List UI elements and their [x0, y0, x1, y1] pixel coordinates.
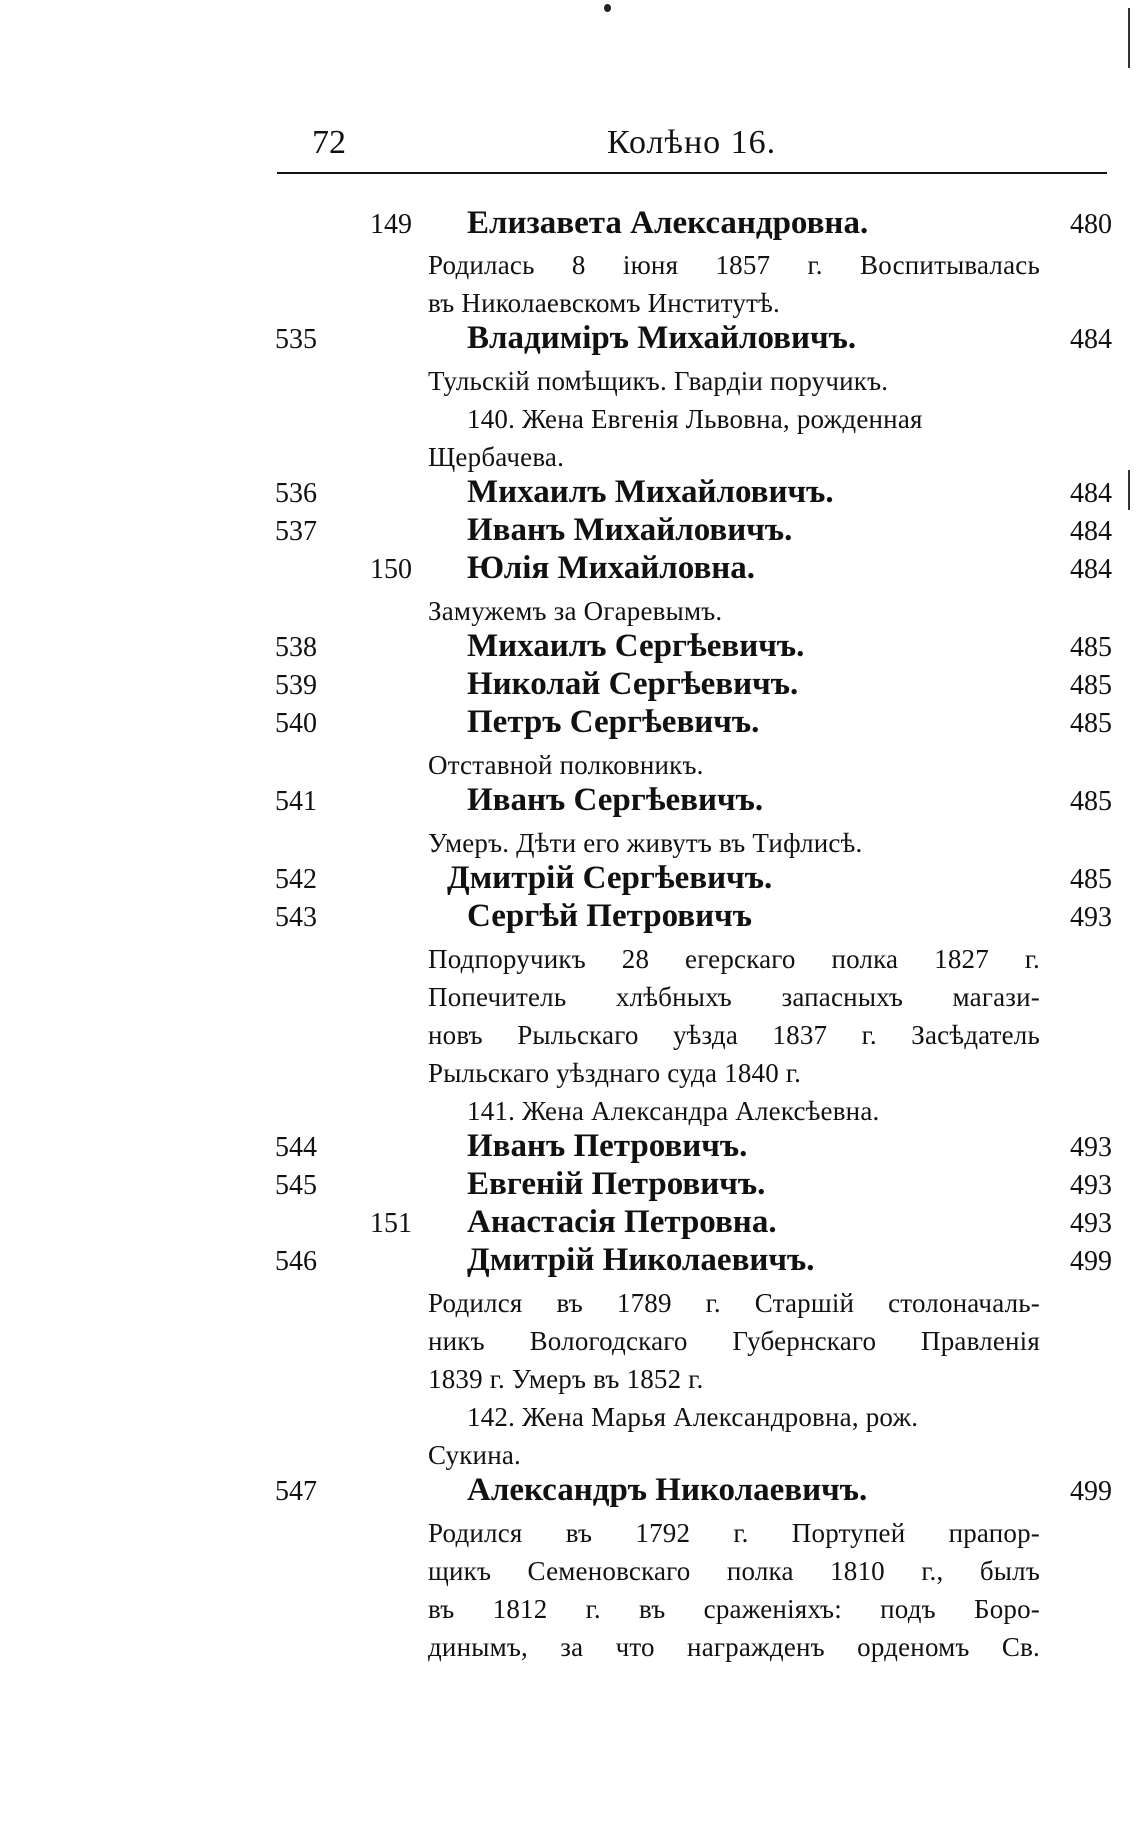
entry-number: 546 [275, 1246, 317, 1277]
entry-number: 539 [275, 670, 317, 701]
entry-reference: 499 [1070, 1246, 1112, 1277]
entry-number: 547 [275, 1476, 317, 1507]
entry-name: Сергѣй Петровичъ [467, 898, 752, 934]
entry-reference: 493 [1070, 902, 1112, 933]
entry-reference: 485 [1070, 708, 1112, 739]
entry-note: 1839 г. Умеръ въ 1852 г. [428, 1364, 704, 1394]
entry-note: Родился въ 1792 г. Портупей прапор- [428, 1518, 1040, 1548]
entry-note: Щербачева. [428, 442, 565, 472]
entry-reference: 493 [1070, 1132, 1112, 1163]
entry-number: 543 [275, 902, 317, 933]
entry-name: Николай Сергѣевичъ. [467, 666, 799, 702]
entry-number: 535 [275, 324, 317, 355]
ink-speck [604, 4, 611, 12]
entry-name: Иванъ Сергѣевичъ. [467, 782, 764, 818]
entry-number: 537 [275, 516, 317, 547]
entry-name: Анастасія Петровна. [467, 1204, 777, 1240]
entry-reference: 493 [1070, 1208, 1112, 1239]
entry-reference: 499 [1070, 1476, 1112, 1507]
entry-reference: 485 [1070, 786, 1112, 817]
entry-number: 538 [275, 632, 317, 663]
entry-number: 540 [275, 708, 317, 739]
entry-reference: 484 [1070, 516, 1112, 547]
entry-number: 542 [275, 864, 317, 895]
entry-number: 545 [275, 1170, 317, 1201]
entry-number: 151 [370, 1208, 412, 1239]
entry-reference: 485 [1070, 670, 1112, 701]
page-edge-mark [1128, 8, 1130, 68]
entry-note: Отставной полковникъ. [428, 750, 704, 780]
entry-name: Петръ Сергѣевичъ. [467, 704, 760, 740]
entry-note: 140. Жена Евгенія Львовна, рожденная [467, 404, 923, 434]
entry-reference: 485 [1070, 864, 1112, 895]
entry-note: 142. Жена Марья Александровна, рож. [467, 1402, 919, 1432]
entry-reference: 484 [1070, 554, 1112, 585]
entry-note: Родилась 8 іюня 1857 г. Воспитывалась [428, 250, 1040, 280]
entry-name: Юлія Михайловна. [467, 550, 756, 586]
entry-note: щикъ Семеновскаго полка 1810 г., былъ [428, 1556, 1040, 1586]
entry-name: Елизавета Александровна. [467, 205, 869, 241]
entry-name: Иванъ Петровичъ. [467, 1128, 748, 1164]
entry-number: 544 [275, 1132, 317, 1163]
page-number: 72 [312, 124, 346, 161]
entry-note: никъ Вологодскаго Губернскаго Правленія [428, 1326, 1040, 1356]
entry-note: Замужемъ за Огаревымъ. [428, 596, 723, 626]
entry-reference: 493 [1070, 1170, 1112, 1201]
entry-number: 150 [370, 554, 412, 585]
entry-note: Подпоручикъ 28 егерскаго полка 1827 г. [428, 944, 1040, 974]
entry-note: Умеръ. Дѣти его живутъ въ Тифлисѣ. [428, 828, 863, 858]
entry-note: динымъ, за что награжденъ орденомъ Св. [428, 1632, 1040, 1662]
entry-note: въ Николаевскомъ Институтѣ. [428, 288, 780, 318]
entry-reference: 484 [1070, 324, 1112, 355]
entry-note: въ 1812 г. въ сраженіяхъ: подъ Боро- [428, 1594, 1040, 1624]
entry-note: Попечитель хлѣбныхъ запасныхъ магази- [428, 982, 1040, 1012]
entry-name: Иванъ Михайловичъ. [467, 512, 793, 548]
entry-note: новъ Рыльскаго уѣзда 1837 г. Засѣдатель [428, 1020, 1040, 1050]
entry-number: 149 [370, 209, 412, 240]
page-header [277, 120, 1107, 166]
entry-name: Дмитрій Николаевичъ. [467, 1242, 815, 1278]
entry-name: Владиміръ Михайловичъ. [467, 320, 857, 356]
entry-note: Родился въ 1789 г. Старшій столоначаль- [428, 1288, 1040, 1318]
running-title: Колѣно 16. [607, 124, 777, 161]
entry-name: Михаилъ Михайловичъ. [467, 474, 834, 510]
entry-number: 541 [275, 786, 317, 817]
entry-name: Александръ Николаевичъ. [467, 1472, 868, 1508]
entry-reference: 484 [1070, 478, 1112, 509]
page-edge-mark [1128, 470, 1130, 510]
entry-reference: 480 [1070, 209, 1112, 240]
entry-note: 141. Жена Александра Алексѣевна. [467, 1096, 880, 1126]
entry-note: Сукина. [428, 1440, 521, 1470]
entry-number: 536 [275, 478, 317, 509]
entry-reference: 485 [1070, 632, 1112, 663]
entry-name: Дмитрій Сергѣевичъ. [447, 860, 773, 896]
header-rule [277, 172, 1107, 174]
entry-name: Евгеній Петровичъ. [467, 1166, 766, 1202]
entry-name: Михаилъ Сергѣевичъ. [467, 628, 805, 664]
entry-note: Тульскій помѣщикъ. Гвардіи поручикъ. [428, 366, 889, 396]
entry-note: Рыльскаго уѣзднаго суда 1840 г. [428, 1058, 802, 1088]
